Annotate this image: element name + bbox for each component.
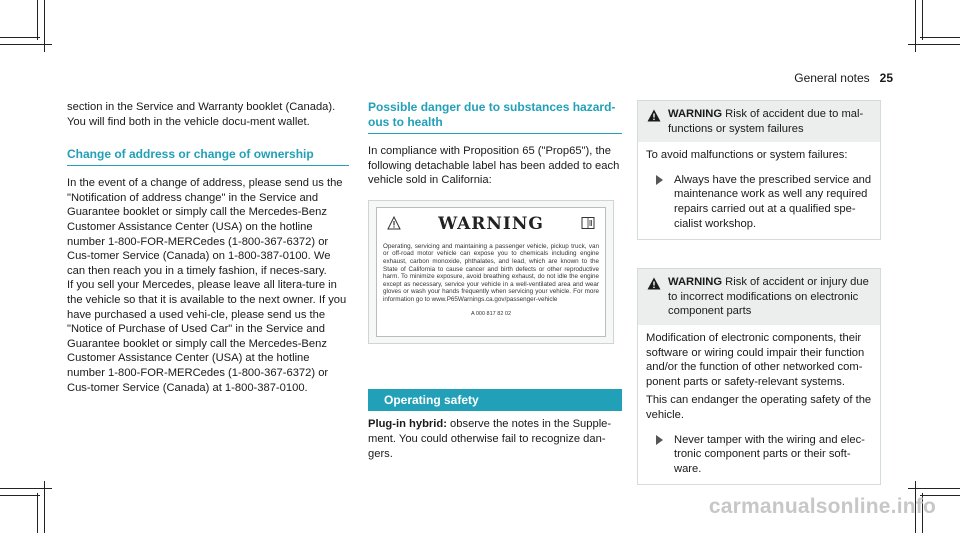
label-body: Operating, servicing and maintaining a passenger vehicle, pickup truck, van or off-road motor vehicle can expose you to chemicals including engine exhaust, carbon monoxide, phthalates, and lead, which are known to the State of California to cause cancer and birth defects or other reproductive harm. To minimize exposure, avoid breathing exhaust, do not idle the engine except as necessary, service your vehicle in a well-ventilated area and wear gloves or wash your hands frequently when servicing your vehicle. For more information go to www.P65Warnings.ca.gov/passenger-vehicle bbox=[383, 242, 599, 303]
warning-word: WARNING bbox=[668, 276, 723, 289]
address-paragraph: In the event of a change of address, please send us the "Notification of address change" in the Service and Guarantee booklet or simply call the Mercedes-Benz Customer Assistance Center (USA) on the hotline number 1-800-FOR-MERCedes (1-800-367-6372) or Cus-tomer Service (Canada) on 1-800-387-0100. We can then reach you in a timely fashion, if neces-sary. bbox=[67, 177, 343, 277]
crop-mark bbox=[44, 0, 45, 52]
label-title-row bbox=[383, 213, 599, 237]
crop-mark bbox=[915, 0, 916, 52]
label-title: WARNING bbox=[438, 214, 544, 235]
bullet-arrow-icon bbox=[656, 435, 663, 445]
crop-mark bbox=[0, 495, 40, 496]
page-number: 25 bbox=[879, 71, 893, 85]
warning-body bbox=[638, 142, 880, 239]
column-right bbox=[637, 100, 881, 499]
section-bar-operating-safety: Operating safety bbox=[368, 389, 622, 412]
warning-triangle-icon bbox=[647, 277, 661, 290]
bullet-text: Never tamper with the wiring and elec-tronic component parts or their soft-ware. bbox=[674, 433, 865, 475]
warning-word: WARNING bbox=[668, 108, 723, 120]
warning-header bbox=[638, 269, 880, 325]
warning-triangle-icon bbox=[647, 109, 661, 122]
section-title: General notes bbox=[794, 71, 870, 85]
crop-mark bbox=[37, 0, 38, 40]
warning-body bbox=[638, 325, 880, 484]
list-item bbox=[646, 433, 872, 477]
column-middle bbox=[368, 100, 622, 461]
warning-headline: Risk of accident due to mal-functions or system failures bbox=[668, 108, 864, 135]
prop65-label-image bbox=[368, 200, 614, 344]
watermark: carmanualsonline.info bbox=[708, 495, 936, 518]
label-part-number: A 000 817 82 02 bbox=[470, 310, 512, 317]
crop-mark bbox=[44, 481, 45, 533]
warning-box-modifications bbox=[637, 268, 881, 485]
section-heading-hazard: Possible danger due to substances hazard-ous to health bbox=[368, 100, 622, 134]
hybrid-paragraph bbox=[368, 417, 622, 461]
section-heading-address: Change of address or change of ownership bbox=[67, 147, 349, 166]
crop-mark bbox=[922, 0, 923, 40]
warning-paragraph: This can endanger the operating safety of the vehicle. bbox=[646, 394, 872, 421]
crop-mark bbox=[37, 493, 38, 533]
bullet-arrow-icon bbox=[656, 175, 663, 185]
list-item bbox=[646, 173, 872, 231]
warning-headline: Risk of accident or injury due to incorrect modifications on electronic component parts bbox=[668, 276, 869, 318]
intro-paragraph: section in the Service and Warranty booklet (Canada). You will find both in the vehicle docu-ment wallet. bbox=[67, 101, 336, 128]
hybrid-text: observe the notes in the Supple-ment. You could otherwise fail to recognize dan-gers. bbox=[368, 418, 612, 460]
crop-mark bbox=[0, 37, 40, 38]
ownership-paragraph: If you sell your Mercedes, please leave all litera-ture in the vehicle so that it is available to the next owner. If you have purchased a used vehi-cle, please send us the "Notice of Purchase of Used Car" in the Service and Guarantee booklet or simply call the Mercedes-Benz Customer Assistance Center (USA) at the hotline number 1-800-FOR-MERCedes (1-800-367-6372) or Cus-tomer Service (Canada) at 1-800-387-0100. bbox=[67, 279, 347, 394]
manual-book-icon bbox=[581, 216, 595, 230]
warning-paragraph: Modification of electronic components, their software or wiring could impair their function and/or the function of other networked com-ponent parts or safety-relevant systems. bbox=[646, 331, 865, 388]
warning-box-malfunctions bbox=[637, 100, 881, 240]
warning-triangle-icon bbox=[387, 216, 401, 230]
prop65-paragraph: In compliance with Proposition 65 ("Prop65"), the following detachable label has been added to each vehicle sold in California: bbox=[368, 145, 620, 187]
warning-header bbox=[638, 101, 880, 142]
running-header bbox=[794, 71, 893, 85]
column-left bbox=[67, 100, 349, 395]
crop-mark bbox=[920, 37, 960, 38]
hybrid-label: Plug-in hybrid: bbox=[368, 418, 447, 431]
bullet-text: Always have the prescribed service and maintenance work as well any required repairs carried out at a qualified spe-cialist workshop. bbox=[674, 173, 872, 230]
warning-paragraph: To avoid malfunctions or system failures: bbox=[646, 149, 848, 162]
prop65-label bbox=[376, 207, 606, 337]
